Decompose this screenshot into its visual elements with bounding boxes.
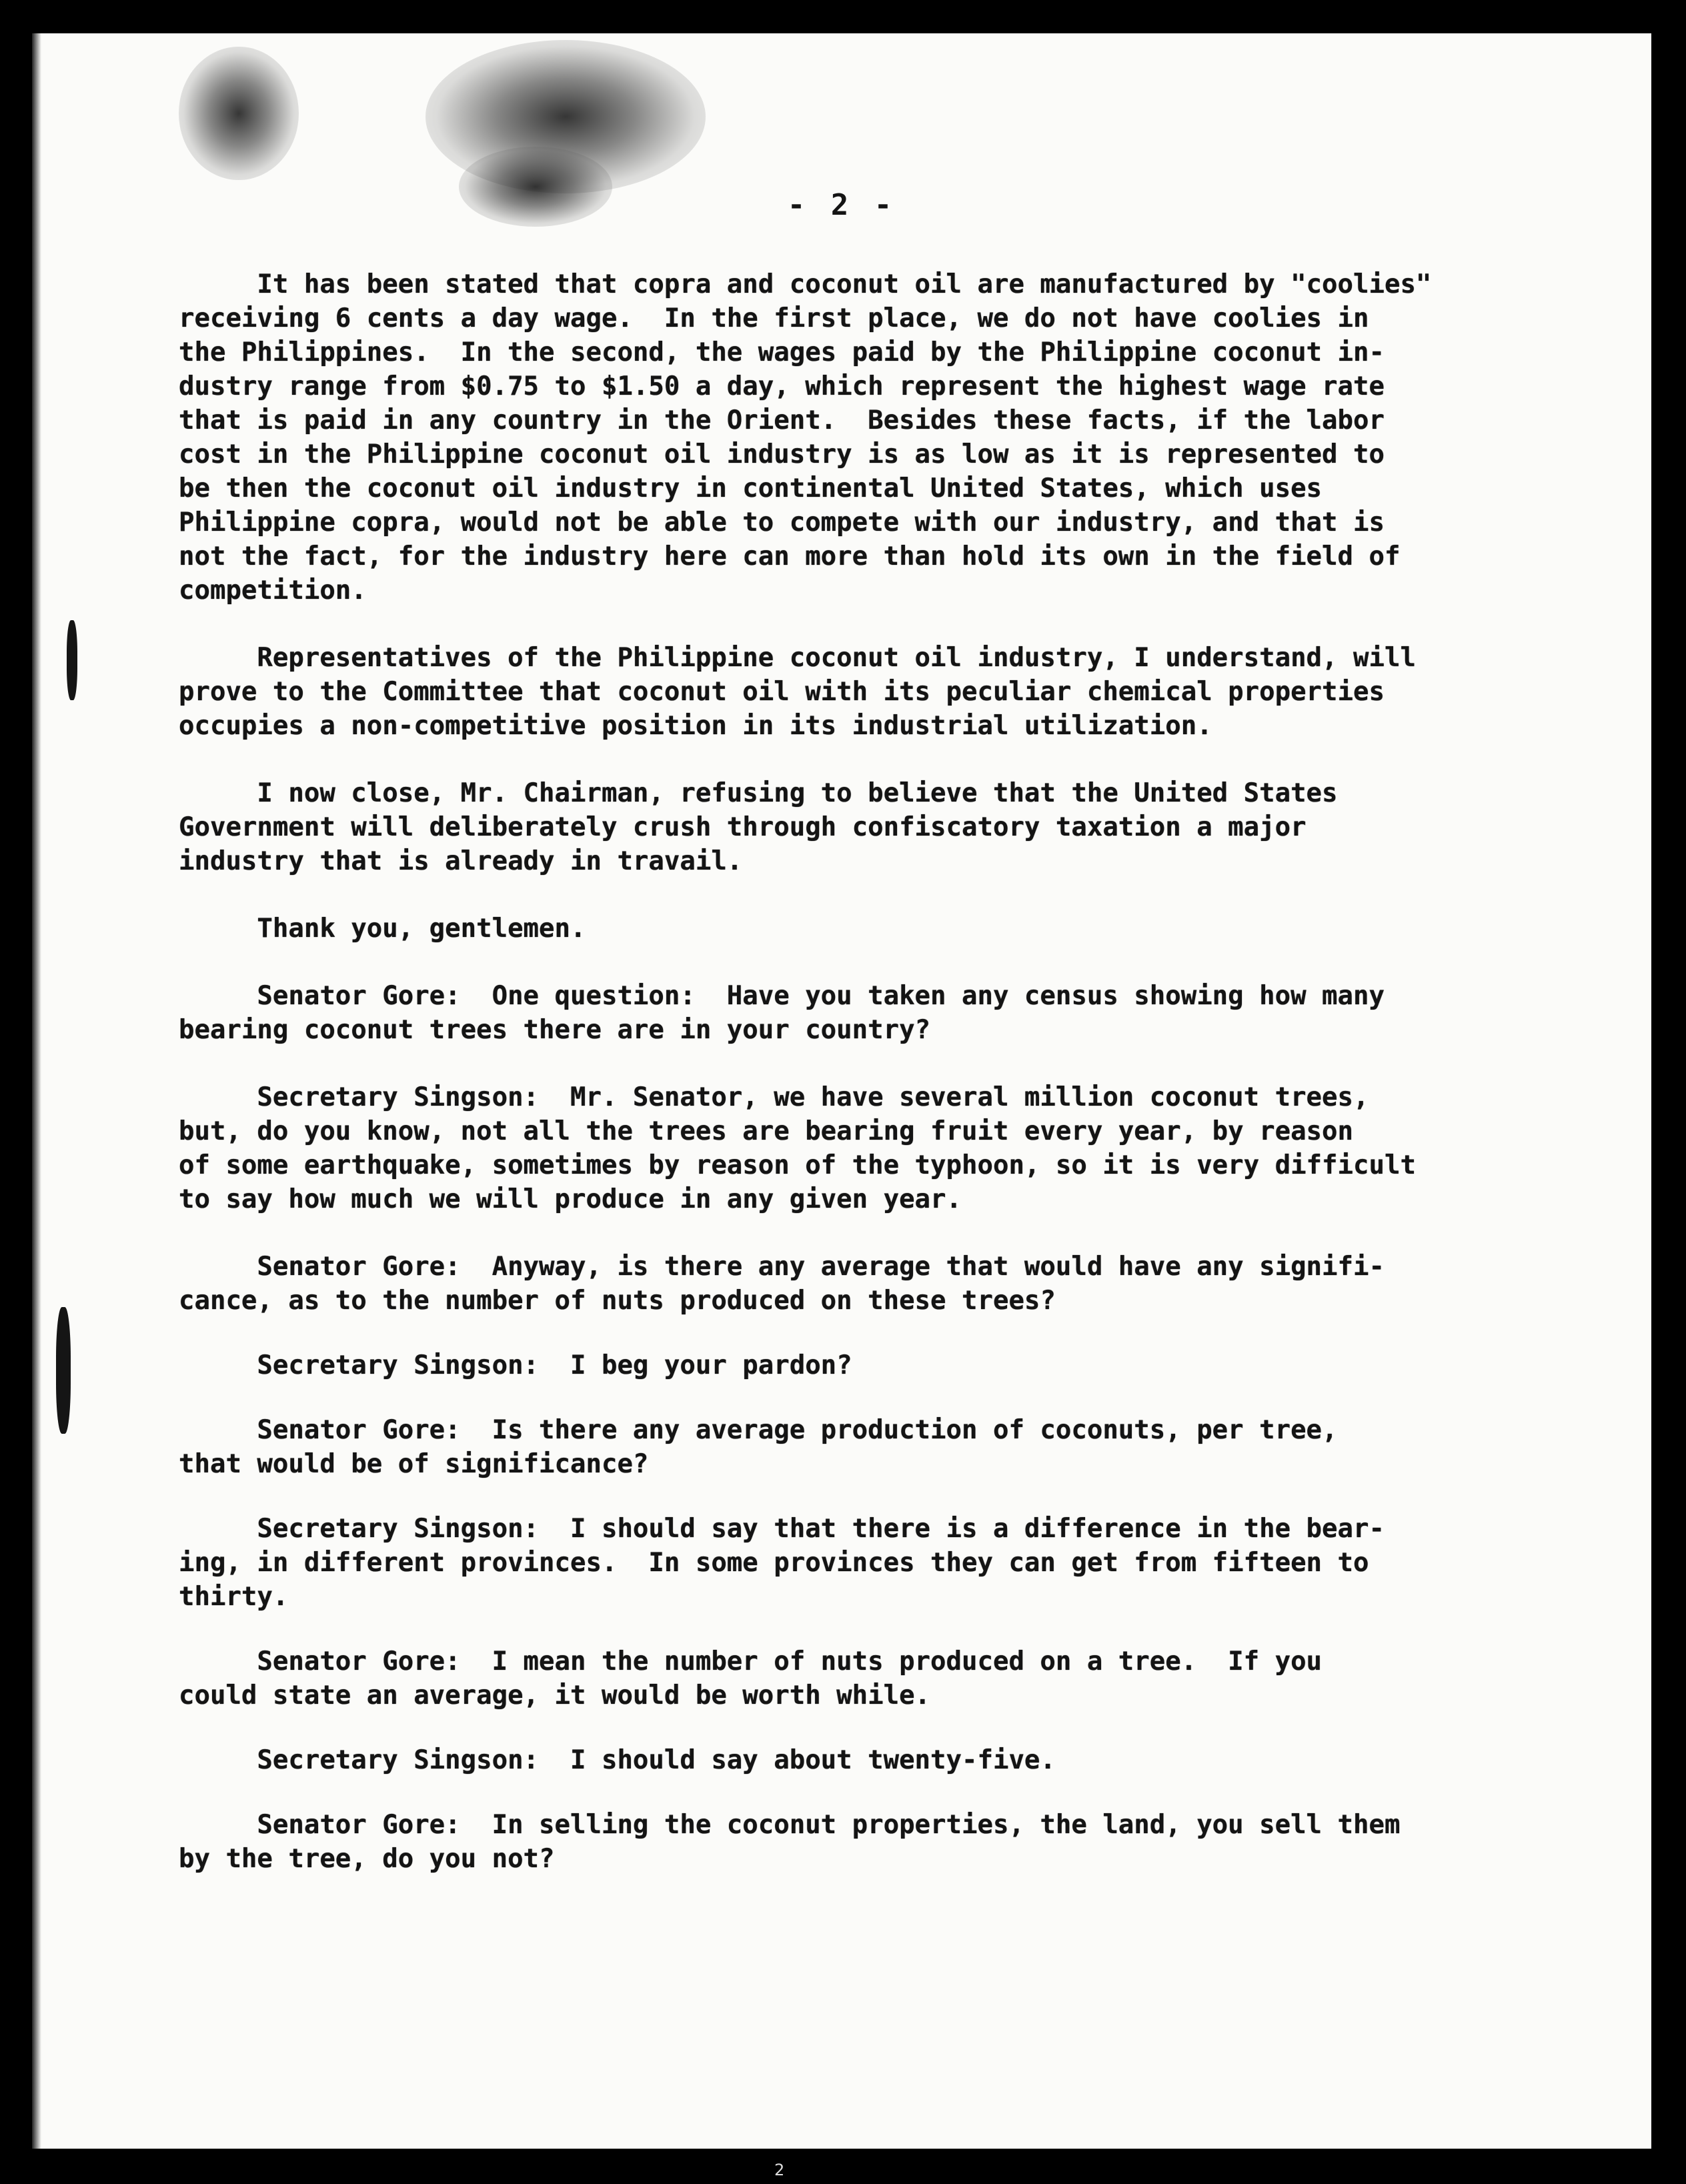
text-line: dustry range from $0.75 to $1.50 a day, which represent the highest wage rate — [179, 371, 1385, 401]
margin-mark — [56, 1307, 71, 1434]
paragraph — [179, 1348, 1566, 1382]
text-line: ing, in different provinces. In some provinces they can get from fifteen to — [179, 1548, 1369, 1578]
text-line: thirty. — [179, 1582, 289, 1612]
paragraph — [179, 1743, 1566, 1777]
text-line: that would be of significance? — [179, 1449, 649, 1479]
paragraph — [179, 1250, 1566, 1318]
footer-mark: 2 — [774, 2161, 785, 2179]
text-line: of some earthquake, sometimes by reason of the typhoon, so it is very difficult — [179, 1150, 1416, 1180]
text-line: Senator Gore: I mean the number of nuts produced on a tree. If you — [179, 1647, 1323, 1677]
text-line: be then the coconut oil industry in continental United States, which uses — [179, 473, 1323, 503]
text-line: prove to the Committee that coconut oil with its peculiar chemical properties — [179, 677, 1385, 707]
text-line: cance, as to the number of nuts produced on these trees? — [179, 1286, 1056, 1316]
margin-mark — [67, 620, 77, 700]
text-line: Senator Gore: In selling the coconut properties, the land, you sell them — [179, 1810, 1401, 1840]
text-line: industry that is already in travail. — [179, 846, 743, 876]
paragraph — [179, 912, 1566, 946]
stain-mark — [179, 47, 299, 180]
text-line: Secretary Singson: I beg your pardon? — [179, 1350, 852, 1380]
text-line: Senator Gore: Anyway, is there any average that would have any signifi- — [179, 1252, 1385, 1282]
text-line: Philippine copra, would not be able to compete with our industry, and that is — [179, 507, 1385, 537]
text-line: by the tree, do you not? — [179, 1844, 555, 1874]
text-line: I now close, Mr. Chairman, refusing to believe that the United States — [179, 778, 1338, 808]
text-line: Secretary Singson: Mr. Senator, we have several million coconut trees, — [179, 1082, 1369, 1112]
body-text — [179, 235, 1566, 1876]
text-line: It has been stated that copra and coconut oil are manufactured by "coolies" — [179, 269, 1432, 299]
text-line: the Philippines. In the second, the wages paid by the Philippine coconut in- — [179, 337, 1385, 367]
paragraph — [179, 979, 1566, 1047]
text-line: Secretary Singson: I should say that there is a difference in the bear- — [179, 1514, 1385, 1544]
paragraph — [179, 1413, 1566, 1481]
left-edge-shadow — [32, 33, 41, 2149]
text-line: bearing coconut trees there are in your country? — [179, 1015, 931, 1045]
text-line: Government will deliberately crush through confiscatory taxation a major — [179, 812, 1307, 842]
text-line: not the fact, for the industry here can more than hold its own in the field of — [179, 541, 1401, 572]
text-line: but, do you know, not all the trees are bearing fruit every year, by reason — [179, 1116, 1353, 1146]
text-line: Secretary Singson: I should say about twenty-five. — [179, 1745, 1056, 1775]
text-line: Representatives of the Philippine coconut oil industry, I understand, will — [179, 643, 1416, 673]
text-line: could state an average, it would be worth while. — [179, 1681, 931, 1711]
paragraph — [179, 641, 1566, 743]
text-line: Senator Gore: One question: Have you taken any census showing how many — [179, 981, 1385, 1011]
paragraph — [179, 1080, 1566, 1216]
paragraph — [179, 776, 1566, 878]
paragraph — [179, 1808, 1566, 1876]
text-line: Thank you, gentlemen. — [179, 914, 586, 944]
text-line: competition. — [179, 576, 367, 606]
paragraph — [179, 267, 1566, 608]
paragraph — [179, 1512, 1566, 1614]
text-line: Senator Gore: Is there any average production of coconuts, per tree, — [179, 1415, 1338, 1445]
text-line: cost in the Philippine coconut oil industry is as low as it is represented to — [179, 439, 1385, 469]
paragraph — [179, 1645, 1566, 1713]
text-line: receiving 6 cents a day wage. In the first place, we do not have coolies in — [179, 303, 1369, 333]
page-number: - 2 - — [787, 188, 896, 222]
text-line: to say how much we will produce in any given year. — [179, 1184, 962, 1214]
text-line: that is paid in any country in the Orient. Besides these facts, if the labor — [179, 405, 1385, 435]
text-line: occupies a non-competitive position in its industrial utilization. — [179, 711, 1212, 741]
